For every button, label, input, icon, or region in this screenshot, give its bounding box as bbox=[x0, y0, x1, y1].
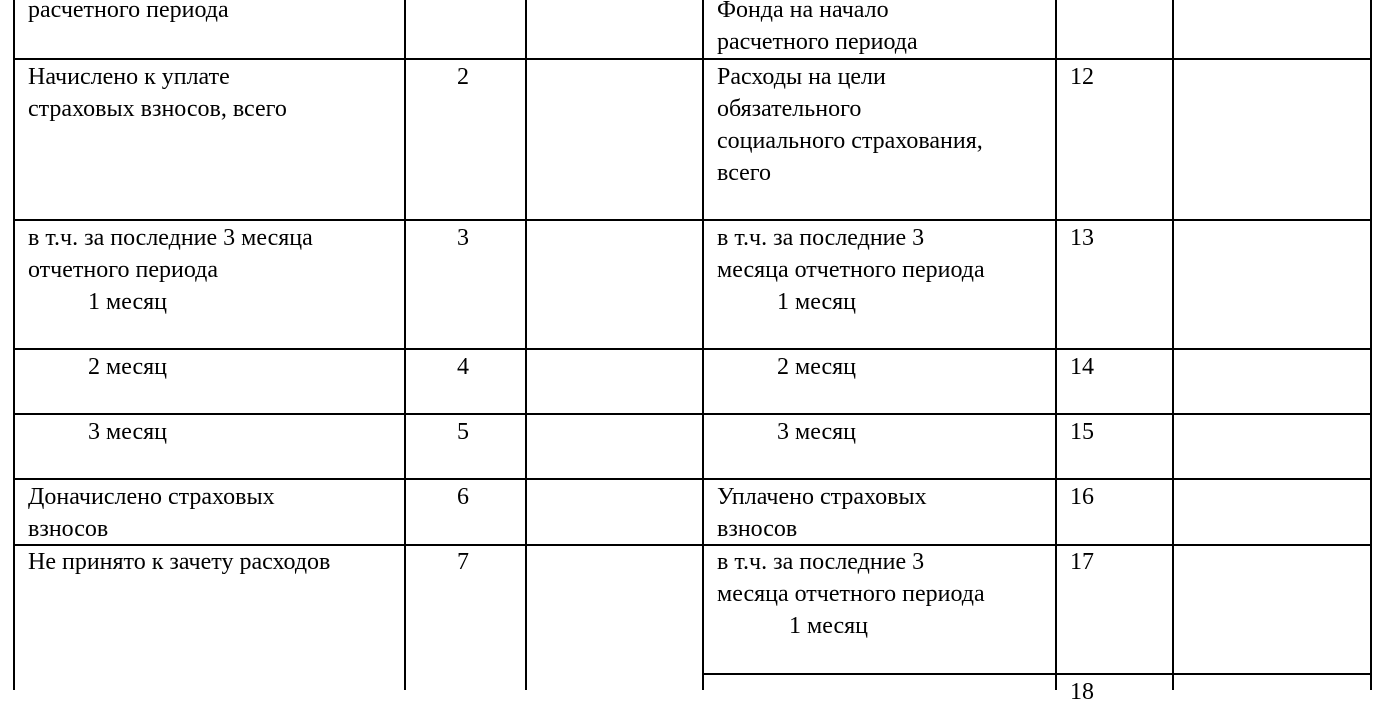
right-row-line bbox=[717, 351, 856, 383]
right-row-label bbox=[717, 546, 985, 642]
left-row-code: 4 bbox=[457, 354, 469, 380]
right-row-label bbox=[717, 481, 927, 545]
column-divider bbox=[702, 0, 704, 690]
column-divider bbox=[13, 0, 15, 690]
label-line: 3 месяц bbox=[717, 419, 856, 445]
left-row-label bbox=[28, 61, 287, 125]
label-line: 1 месяц bbox=[717, 613, 868, 639]
right-row-line bbox=[717, 546, 985, 642]
left-row-label bbox=[28, 481, 275, 545]
label-line: страховых взносов, всего bbox=[28, 96, 287, 122]
label-line: отчетного периода bbox=[28, 257, 218, 283]
left-row-label bbox=[28, 416, 167, 448]
left-row-line bbox=[28, 61, 287, 125]
label-line: социального страхования, bbox=[717, 128, 983, 154]
label-line: в т.ч. за последние 3 bbox=[717, 549, 925, 575]
label-line: в т.ч. за последние 3 месяца bbox=[28, 225, 313, 251]
row-divider bbox=[703, 478, 1371, 480]
label-line: 1 месяц bbox=[717, 289, 856, 315]
row-divider bbox=[13, 219, 703, 221]
left-row-label bbox=[28, 222, 313, 318]
label-line: взносов bbox=[28, 516, 109, 542]
right-row-label bbox=[717, 61, 983, 189]
right-row-code: 18 bbox=[1070, 679, 1094, 705]
right-row-line bbox=[717, 481, 927, 545]
label-line: месяца отчетного периода bbox=[717, 581, 985, 607]
label-line: Доначислено страховых bbox=[28, 484, 275, 510]
label-line: Уплачено страховых bbox=[717, 484, 927, 510]
column-divider bbox=[525, 0, 527, 690]
left-row-line bbox=[28, 416, 167, 448]
left-row-line bbox=[28, 546, 330, 578]
left-row-code: 5 bbox=[457, 419, 469, 445]
left-row-code: 7 bbox=[457, 549, 469, 575]
label-line: взносов bbox=[717, 516, 798, 542]
label-line: всего bbox=[717, 160, 772, 186]
left-row-code: 6 bbox=[457, 484, 469, 510]
right-row-code: 17 bbox=[1070, 549, 1094, 575]
label-line: 1 месяц bbox=[28, 289, 167, 315]
left-row-label bbox=[28, 351, 167, 383]
label-line: 2 месяц bbox=[717, 354, 856, 380]
right-row-code: 14 bbox=[1070, 354, 1094, 380]
row-divider bbox=[13, 348, 703, 350]
row-divider bbox=[13, 58, 703, 60]
left-row-line bbox=[28, 481, 275, 545]
row-divider bbox=[703, 348, 1371, 350]
label-line: Фонда на начало bbox=[717, 0, 889, 23]
label-line: Расходы на цели bbox=[717, 64, 886, 90]
right-row-label bbox=[717, 222, 985, 318]
right-row-code: 16 bbox=[1070, 484, 1094, 510]
label-line: расчетного периода bbox=[717, 29, 918, 55]
label-line: Не принято к зачету расходов bbox=[28, 549, 331, 575]
label-line: в т.ч. за последние 3 bbox=[717, 225, 925, 251]
label-line: Начислено к уплате bbox=[28, 64, 230, 90]
label-line: 3 месяц bbox=[28, 419, 167, 445]
right-row-line bbox=[717, 61, 983, 189]
row-divider bbox=[703, 413, 1371, 415]
left-row-code: 2 bbox=[457, 64, 469, 90]
label-line: 2 месяц bbox=[28, 354, 167, 380]
left-row-line bbox=[28, 351, 167, 383]
label-line: месяца отчетного периода bbox=[717, 257, 985, 283]
row-divider bbox=[13, 413, 703, 415]
row-divider bbox=[703, 58, 1371, 60]
row-divider bbox=[703, 219, 1371, 221]
column-divider bbox=[1370, 0, 1372, 690]
right-row-label bbox=[717, 416, 856, 448]
left-row-code: 3 bbox=[457, 225, 469, 251]
right-row-code: 13 bbox=[1070, 225, 1094, 251]
right-row-line bbox=[717, 0, 918, 58]
left-row-label: расчетного периода bbox=[28, 0, 229, 23]
column-divider bbox=[1172, 0, 1174, 690]
left-row-label bbox=[28, 546, 330, 578]
right-row-code: 12 bbox=[1070, 64, 1094, 90]
right-row-line bbox=[717, 416, 856, 448]
right-row-code: 15 bbox=[1070, 419, 1094, 445]
row-divider bbox=[13, 478, 703, 480]
label-line: обязательного bbox=[717, 96, 862, 122]
right-row-label bbox=[717, 351, 856, 383]
right-row-label bbox=[717, 0, 918, 58]
row-divider bbox=[703, 673, 1371, 675]
right-row-line bbox=[717, 222, 985, 318]
column-divider bbox=[404, 0, 406, 690]
left-row-line bbox=[28, 222, 313, 318]
column-divider bbox=[1055, 0, 1057, 690]
